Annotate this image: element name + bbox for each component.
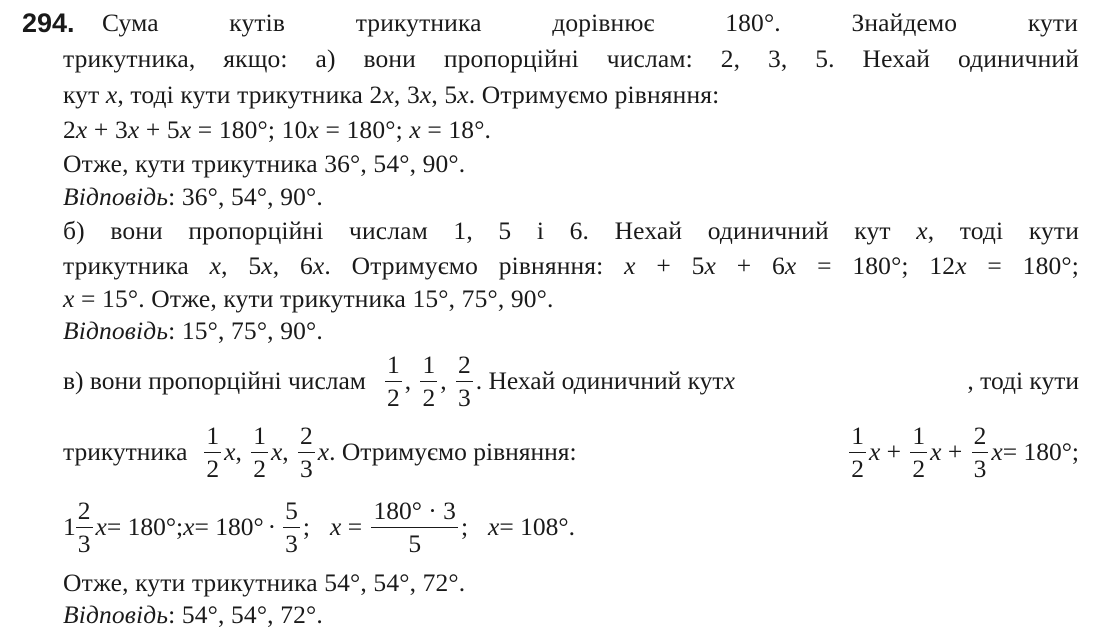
intro-line-2: трикутника, якщо: а) вони пропорційні числам: 2, 3, 5. Нехай одиничний <box>63 44 1079 73</box>
part-b-answer: Відповідь: 15°, 75°, 90°. <box>63 316 323 345</box>
part-a-line-3: кут x, тоді кути трикутника 2x, 3x, 5x. Отримуємо рівняння: <box>63 80 720 109</box>
part-b-line-1: б) вони пропорційні числам 1, 5 і 6. Нехай одиничний кут x, тоді кути <box>63 216 1079 245</box>
part-b-line-3: x = 15°. Отже, кути трикутника 15°, 75°, 90°. <box>63 284 554 313</box>
part-a-conclusion: Отже, кути трикутника 36°, 54°, 90°. <box>63 149 466 178</box>
intro-line-1: Сума кутів трикутника дорівнює 180°. Знайдемо кути <box>102 8 1078 37</box>
part-c-conclusion: Отже, кути трикутника 54°, 54°, 72°. <box>63 568 466 597</box>
fraction-two-thirds: $\frac{2}{3}$ <box>457 350 471 412</box>
part-c-line-1: в) вони пропорційні числам $\frac{1}{2}$ , $\frac{1}{2}$ , $\frac{2}{3}$ . Нехай одиничний кут x , тоді кути <box>63 350 1079 412</box>
problem-number: 294. <box>22 8 75 38</box>
fraction-half-1: $\frac{1}{2}$ <box>386 350 400 412</box>
part-c-answer: Відповідь: 54°, 54°, 72°. <box>63 600 323 629</box>
fraction-half-2: $\frac{1}{2}$ <box>422 350 436 412</box>
part-c-line-3: 1 $\frac{2}{3}$ x = 180°; x = 180° · $\frac{5}{3}$ ; x = $\frac{180^\circ \cdot 3}{5}$ ; x = 108°. <box>63 496 575 558</box>
part-c-line-2: трикутника $\frac{1}{2}$ x , $\frac{1}{2}$ x , $\frac{2}{3}$ x . Отримуємо рівняння: $\frac{1}{2}$ x + $\frac{1}{2}$ x + $\frac{2}{3}$ x = 180°; <box>63 421 1079 483</box>
part-b-line-2: трикутника x, 5x, 6x. Отримуємо рівняння: x + 5x + 6x = 180°; 12x = 180°; <box>63 251 1079 280</box>
part-a-answer: Відповідь: 36°, 54°, 90°. <box>63 182 323 211</box>
part-a-equation: 2x + 3x + 5x = 180°; 10x = 180°; x = 18°. <box>63 115 492 144</box>
